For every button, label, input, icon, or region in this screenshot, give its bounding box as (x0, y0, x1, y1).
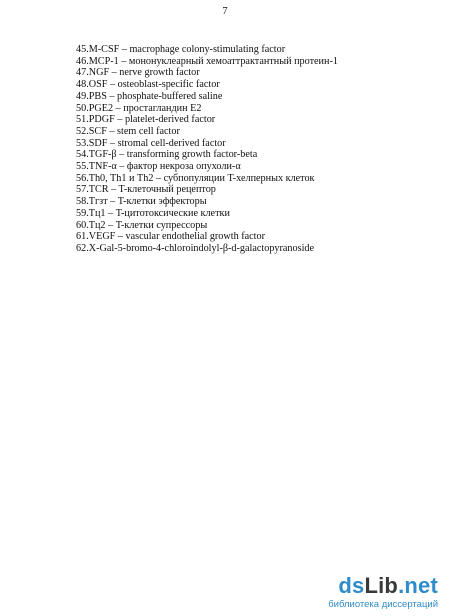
list-item: 52.SCF – stem cell factor (76, 125, 180, 137)
list-item: 62.X-Gal-5-bromo-4-chloroindolyl-β-d-galactopyranoside (76, 242, 315, 254)
list-item: 57.TCR – T-клеточный рецептор (76, 184, 216, 196)
logo-net-text: .net (398, 573, 438, 598)
abbreviation-list (76, 44, 338, 255)
list-item: 59.Tц1 – T-цитотоксические клетки (76, 207, 230, 219)
list-item: 51.PDGF – platelet-derived factor (76, 114, 216, 126)
list-item: 58.Tгзт – T-клетки эффекторы (76, 196, 207, 208)
list-item: 49.PBS – phosphate-buffered saline (76, 90, 223, 102)
list-item: 50.PGE2 – простагландин E2 (76, 102, 202, 114)
logo-lib-text: Lib (364, 573, 399, 598)
list-item: 56.Th0, Th1 и Th2 – субпопуляции T-хелперных клеток (76, 172, 315, 184)
list-item: 54.TGF-β – transforming growth factor-beta (76, 149, 258, 161)
list-item: 47.NGF – nerve growth factor (76, 67, 200, 79)
page-number: 7 (222, 6, 228, 17)
list-item: 53.SDF – stromal cell-derived factor (76, 137, 226, 149)
list-item: 46.MCP-1 – мононуклеарный хемоаттрактантный протеин-1 (76, 55, 338, 67)
list-item: 55.TNF-α – фактор некроза опухоли-α (76, 161, 241, 173)
dslib-watermark[interactable] (328, 575, 438, 610)
list-item: 48.OSF – osteoblast-specific factor (76, 79, 220, 91)
logo-ds-text: ds (338, 573, 365, 598)
dslib-logo[interactable] (328, 575, 438, 597)
list-item: 61.VEGF – vascular endothelial growth factor (76, 231, 265, 243)
list-item: 60.Tц2 – T-клетки супрессоры (76, 219, 208, 231)
watermark-tagline: библиотека диссертаций (328, 599, 438, 610)
list-item: 45.M-CSF – macrophage colony-stimulating factor (76, 44, 286, 55)
